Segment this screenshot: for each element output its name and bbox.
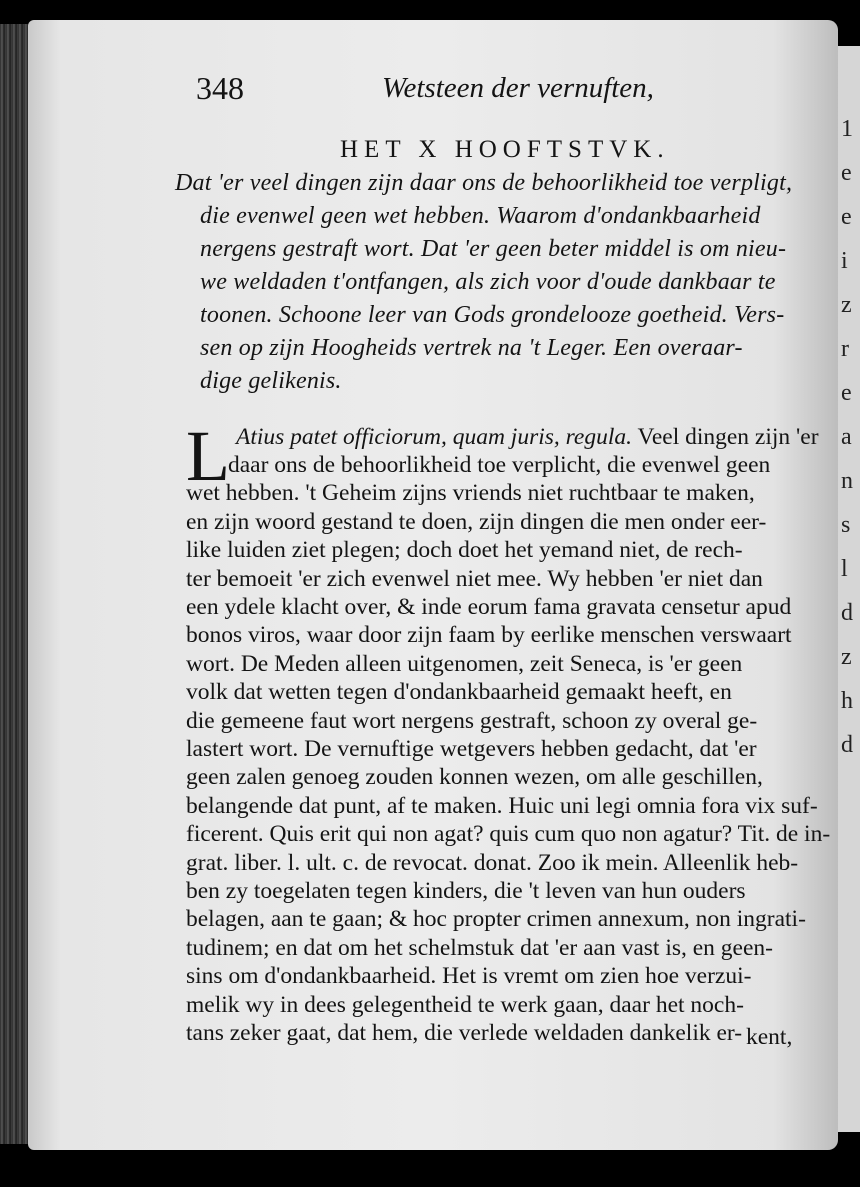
adjacent-page-fragment: e (841, 380, 852, 406)
page-number: 348 (196, 70, 244, 106)
body-line: een ydele klacht over, & inde eorum fama gravata censetur apud (186, 594, 792, 620)
body-line: bonos viros, waar door zijn faam by eerlike menschen verswaart (186, 622, 792, 649)
summary-line: die evenwel geen wet hebben. Waarom d'ondankbaarheid (200, 203, 761, 229)
summary-line: dige gelikenis. (200, 368, 342, 394)
body-line: sins om d'ondankbaarheid. Het is vremt om zien hoe verzui- (186, 963, 752, 990)
adjacent-page-fragment: h (841, 688, 853, 714)
summary-line: nergens gestraft wort. Dat 'er geen beter middel is om nieu- (200, 236, 787, 262)
adjacent-page-fragment: d (841, 732, 853, 758)
body-line: tans zeker gaat, dat hem, die verlede weldaden dankelik er- (186, 1020, 743, 1046)
adjacent-page-fragment: 1 (841, 116, 853, 142)
body-line: daar ons de behoorlikheid toe verplicht, die evenwel geen (228, 452, 771, 478)
body-line: melik wy in dees gelegentheid te werk gaan, daar het noch- (186, 991, 744, 1018)
running-title: Wetsteen der vernuften, (382, 72, 654, 104)
chapter-heading: HET X HOOFTSTVK. (340, 136, 670, 163)
summary-line: we weldaden t'ontfangen, als zich voor d'oude dankbaar te (200, 269, 776, 295)
body-line: tudinem; en dat om het schelmstuk dat 'er aan vast is, en geen- (186, 934, 773, 961)
body-line: en zijn woord gestand te doen, zijn dingen die men onder eer- (186, 508, 767, 535)
body-line: volk dat wetten tegen d'ondankbaarheid gemaakt heeft, en (186, 679, 732, 706)
adjacent-page-fragment: n (841, 468, 853, 494)
body-line: grat. liber. l. ult. c. de revocat. donat. Zoo ik mein. Alleenlik heb- (186, 849, 799, 876)
book-page (28, 20, 838, 1150)
body-line: wet hebben. 't Geheim zijns vriends niet ruchtbaar te maken, (186, 480, 755, 507)
body-line: like luiden ziet plegen; doch doet het yemand niet, de rech- (186, 537, 743, 564)
adjacent-page-fragment: r (841, 336, 849, 362)
adjacent-page-fragment: s (841, 512, 851, 538)
summary-line: Dat 'er veel dingen zijn daar ons de behoorlikheid toe verpligt, (175, 170, 793, 196)
summary-line: sen op zijn Hoogheids vertrek na 't Leger. Een overaar- (200, 335, 743, 361)
body-line: geen zalen genoeg zouden konnen wezen, om alle geschillen, (186, 764, 763, 791)
adjacent-page-fragment: e (841, 160, 852, 186)
body-line: belangende dat punt, af te maken. Huic uni legi omnia fora vix suf- (186, 792, 818, 819)
adjacent-page-strip (838, 46, 860, 1132)
adjacent-page-fragment: i (841, 248, 848, 274)
body-line: wort. De Meden alleen uitgenomen, zeit Seneca, is 'er geen (186, 650, 743, 677)
body-line: ter bemoeit 'er zich evenwel niet mee. Wy hebben 'er niet dan (186, 565, 763, 592)
body-text: Veel dingen zijn 'er (632, 424, 819, 450)
adjacent-page-fragment: z (841, 644, 852, 670)
drop-cap: L (186, 416, 230, 496)
body-line: belagen, aan te gaan; & hoc propter crimen annexum, non ingrati- (186, 906, 806, 933)
body-line: die gemeene faut wort nergens gestraft, schoon zy overal ge- (186, 707, 758, 734)
body-line: ficerent. Quis erit qui non agat? quis cum quo non agatur? Tit. de in- (186, 821, 831, 848)
catchword: kent, (746, 1024, 793, 1050)
adjacent-page-fragment: d (841, 600, 853, 626)
body-line: lastert wort. De vernuftige wetgevers hebben gedacht, dat 'er (186, 736, 757, 762)
summary-line: toonen. Schoone leer van Gods grondelooze goetheid. Vers- (200, 302, 785, 328)
adjacent-page-fragment: a (841, 424, 852, 450)
latin-quote: Atius patet officiorum, quam juris, regula. (236, 424, 633, 450)
adjacent-page-fragment: l (841, 556, 848, 582)
adjacent-page-fragment: e (841, 204, 852, 230)
body-first-line (236, 424, 819, 451)
adjacent-page-fragment: z (841, 292, 852, 318)
body-line: ben zy toegelaten tegen kinders, die 't leven van hun ouders (186, 878, 746, 904)
